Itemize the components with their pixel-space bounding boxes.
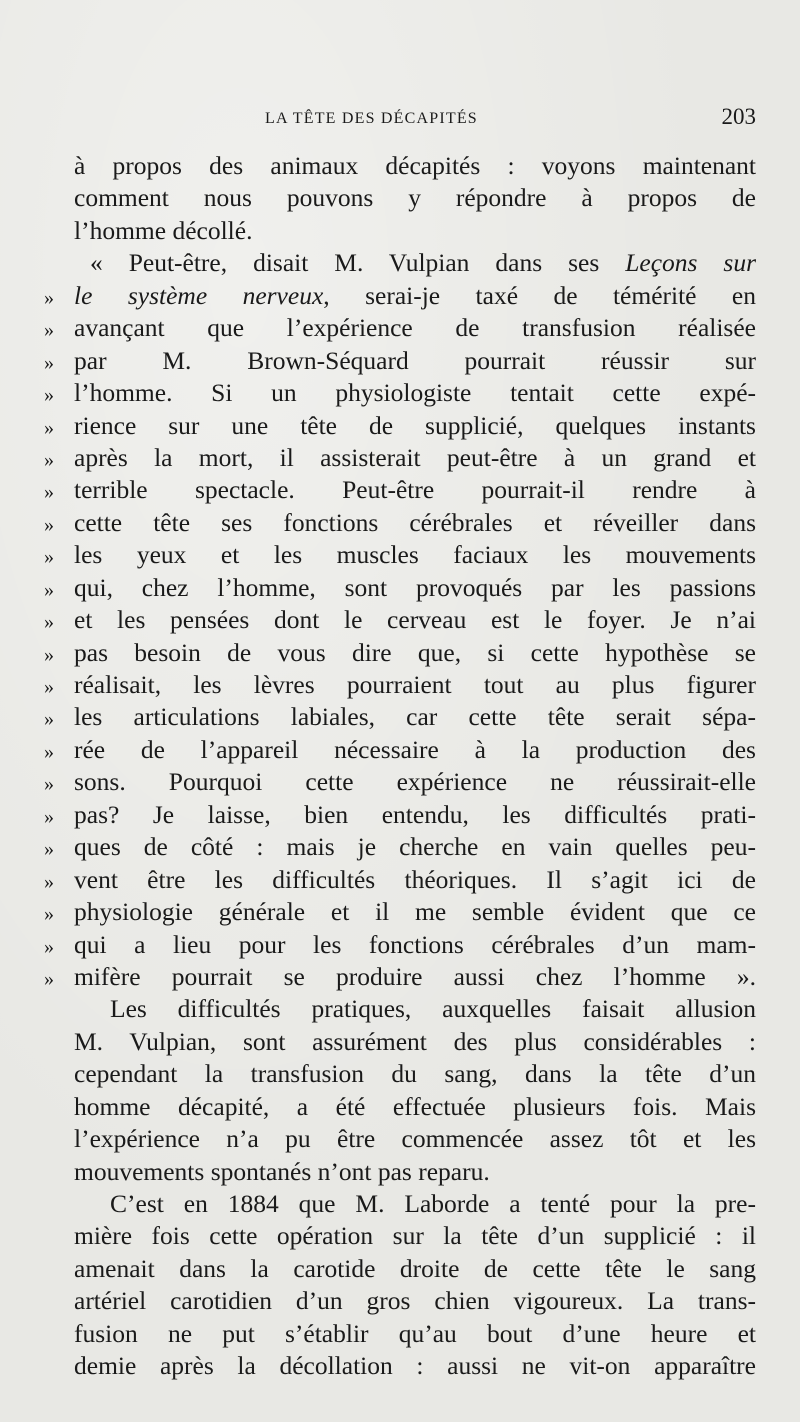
text-line	[44, 1091, 756, 1123]
line-text: demie après la décollation : aussi ne vit-on apparaître	[74, 1351, 756, 1381]
quote-marker: »	[44, 546, 54, 569]
text-line	[44, 799, 756, 831]
line-text: l’homme. Si un physiologiste tentait cette expé-	[74, 378, 756, 408]
quote-marker: »	[44, 805, 54, 828]
line-text: après la mort, il assisterait peut-être à un grand et	[74, 442, 756, 472]
page-header	[40, 104, 756, 140]
quote-marker: »	[44, 838, 54, 861]
line-text: sons. Pourquoi cette expérience ne réussirait-elle	[74, 767, 756, 797]
text-line	[44, 1253, 756, 1285]
page-number: 203	[721, 104, 756, 129]
line-text: par M. Brown-Séquard pourrait réussir sur	[74, 345, 756, 375]
line-text: rience sur une tête de supplicié, quelques instants	[74, 410, 756, 440]
text-line	[44, 604, 756, 636]
text-line	[44, 1188, 756, 1220]
line-text: C’est en 1884 que M. Laborde a tenté pour la pre-	[110, 1189, 756, 1218]
text-line	[44, 1156, 756, 1188]
line-text: homme décapité, a été effectuée plusieurs fois. Mais	[74, 1091, 756, 1121]
line-text: et les pensées dont le cerveau est le foyer. Je n’ai	[74, 605, 756, 635]
text-line	[44, 410, 756, 442]
quote-marker: »	[44, 903, 54, 926]
text-line	[44, 474, 756, 506]
quote-marker: »	[44, 611, 54, 634]
line-text: mière fois cette opération sur la tête d’un supplicié : il	[74, 1221, 756, 1251]
line-text: qui, chez l’homme, sont provoqués par les passions	[74, 572, 756, 602]
line-text: Les difficultés pratiques, auxquelles faisait allusion	[110, 994, 756, 1024]
text-line	[44, 182, 756, 214]
line-text: amenait dans la carotide droite de cette tête le sang	[74, 1253, 756, 1283]
text-line	[44, 961, 756, 993]
quote-marker: »	[44, 286, 54, 309]
quote-marker: »	[44, 416, 54, 439]
text-line	[44, 507, 756, 539]
text-line	[44, 1318, 756, 1350]
text-line	[44, 1058, 756, 1090]
line-text: réalisait, les lèvres pourraient tout au plus figurer	[74, 670, 756, 699]
quote-marker: »	[44, 319, 54, 342]
line-text: pas besoin de vous dire que, si cette hypothèse se	[74, 637, 756, 667]
line-text: vent être les difficultés théoriques. Il s’agit ici de	[74, 864, 756, 894]
text-line	[44, 669, 756, 701]
line-text: terrible spectacle. Peut-être pourrait-il rendre à	[74, 475, 756, 505]
line-text: cependant la transfusion du sang, dans la tête d’un	[74, 1059, 756, 1089]
line-text: comment nous pouvons y répondre à propos de	[74, 183, 756, 213]
text-line	[44, 766, 756, 798]
running-head: LA TÊTE DES DÉCAPITÉS	[265, 110, 478, 127]
quote-marker: »	[44, 676, 54, 698]
text-line	[44, 280, 756, 312]
text-line	[44, 215, 756, 247]
text-line	[44, 1220, 756, 1252]
line-text: physiologie générale et il me semble évident que ce	[74, 897, 756, 927]
line-text: avançant que l’expérience de transfusion réalisée	[74, 313, 756, 343]
quote-marker: »	[44, 384, 54, 407]
text-line	[44, 637, 756, 669]
text-line	[44, 1285, 756, 1317]
text-line	[44, 993, 756, 1025]
line-text: le système nerveux, serai-je taxé de témérité en	[74, 280, 756, 310]
text-line	[44, 539, 756, 571]
line-text: à propos des animaux décapités : voyons maintenant	[74, 151, 756, 180]
quote-marker: »	[44, 773, 54, 796]
line-text: l’expérience n’a pu être commencée assez tôt et les	[74, 1124, 756, 1154]
quote-marker: »	[44, 740, 54, 763]
line-text: « Peut-être, disait M. Vulpian dans ses Leçons sur	[90, 248, 756, 278]
text-line	[44, 442, 756, 474]
line-text: l’homme décollé.	[74, 215, 253, 245]
quote-marker: »	[44, 481, 54, 504]
text-line	[44, 1350, 756, 1382]
line-text: artériel carotidien d’un gros chien vigoureux. La trans-	[74, 1286, 756, 1316]
text-line	[44, 572, 756, 604]
text-line	[44, 929, 756, 961]
quote-marker: »	[44, 708, 54, 731]
text-line	[44, 1123, 756, 1155]
line-text: pas? Je laisse, bien entendu, les difficultés prati-	[74, 799, 756, 829]
line-text: rée de l’appareil nécessaire à la production des	[74, 734, 756, 764]
text-line	[44, 312, 756, 344]
quote-marker: »	[44, 513, 54, 536]
line-text: mifère pourrait se produire aussi chez l’homme ».	[74, 961, 756, 991]
text-line	[44, 377, 756, 409]
quote-marker: »	[44, 448, 54, 471]
line-text: les yeux et les muscles faciaux les mouvements	[74, 540, 756, 570]
line-text: fusion ne put s’établir qu’au bout d’une heure et	[74, 1318, 756, 1348]
line-text: M. Vulpian, sont assurément des plus considérables :	[74, 1026, 756, 1056]
line-text: ques de côté : mais je cherche en vain quelles peu-	[74, 832, 756, 862]
line-text: les articulations labiales, car cette tête serait sépa-	[74, 702, 756, 732]
text-line	[44, 831, 756, 863]
text-line	[44, 701, 756, 733]
text-line	[44, 150, 756, 182]
quote-marker: »	[44, 935, 54, 958]
line-text: qui a lieu pour les fonctions cérébrales d’un mam-	[74, 929, 756, 959]
body-text	[44, 150, 756, 1383]
quote-marker: »	[44, 870, 54, 893]
quote-marker: »	[44, 578, 54, 601]
text-line	[44, 345, 756, 377]
quote-marker: »	[44, 967, 54, 990]
line-text: mouvements spontanés n’ont pas reparu.	[74, 1156, 490, 1186]
text-line	[44, 896, 756, 928]
line-text: cette tête ses fonctions cérébrales et réveiller dans	[74, 507, 756, 537]
text-line	[44, 734, 756, 766]
quote-marker: »	[44, 643, 54, 666]
text-line	[44, 864, 756, 896]
quote-marker: »	[44, 351, 54, 374]
text-line	[44, 247, 756, 279]
text-line	[44, 1026, 756, 1058]
